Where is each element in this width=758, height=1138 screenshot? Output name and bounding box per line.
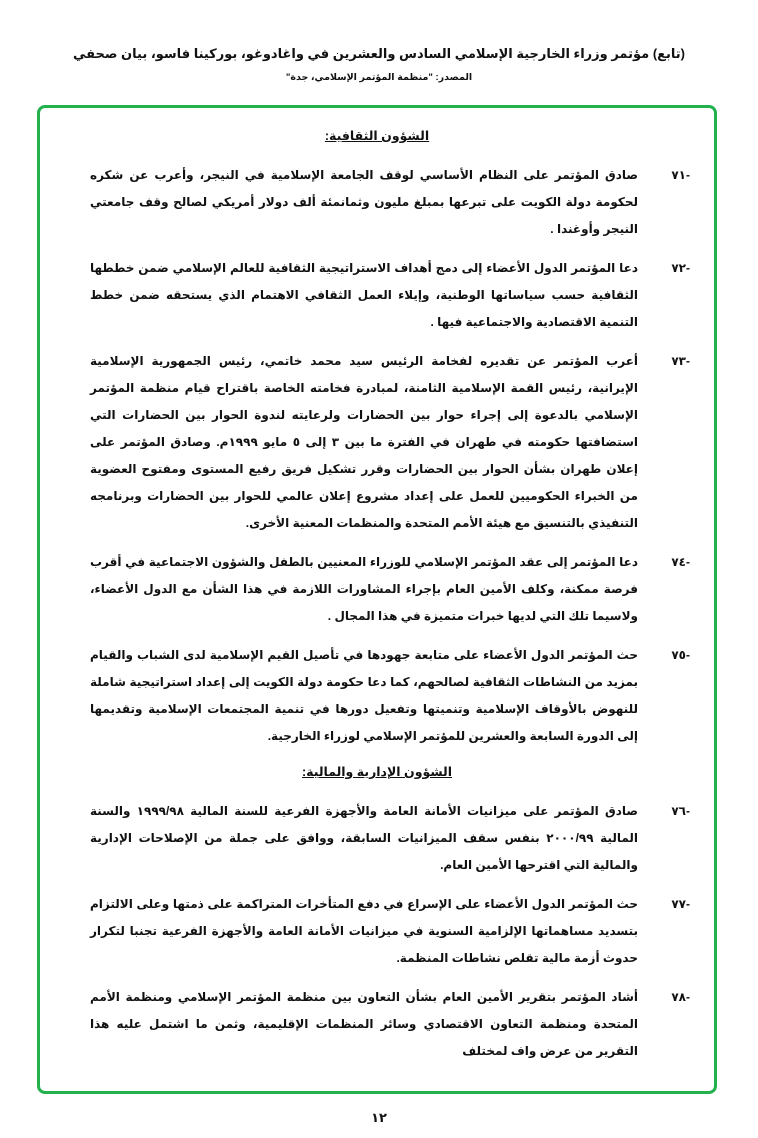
paragraph-number: -٧٢ [671,261,690,275]
paragraph-77 [90,891,690,972]
paragraph-text: حث المؤتمر الدول الأعضاء على متابعة جهودها في تأصيل القيم الإسلامية لدى الشباب والقيام بمزيد من النشاطات الثقافية لصالحهم، كما دعا حكومة دولة الكويت إلى إعداد استراتيجية شاملة للنهوض بالأوقاف الإسلامية وتنميتها وتفعيل دورها في تنمية المجتمعات الإسلامية وتقديمها إلى الدورة السابعة والعشرين للمؤتمر الإسلامي لوزراء الخارجية. [90,648,638,743]
document-source: المصدر: "منظمة المؤتمر الإسلامي، جدة" [285,72,473,83]
paragraph-text: دعا المؤتمر إلى عقد المؤتمر الإسلامي للوزراء المعنيين بالطفل والشؤون الاجتماعية في أقرب فرصة ممكنة، وكلف الأمين العام بإجراء المشاورات اللازمة في هذا الشأن مع الدول الأعضاء، ولاسيما تلك التي لديها خبرات متميزة في هذا المجال . [90,555,638,623]
paragraph-72 [90,255,690,336]
paragraph-text: صادق المؤتمر على النظام الأساسي لوقف الجامعة الإسلامية في النيجر، وأعرب عن شكره لحكومة دولة الكويت على تبرعها بمبلغ مليون وثمانمئة ألف دولار أمريكي لصالح وقف جامعتي النيجر وأوغندا . [90,168,638,236]
section-heading-cultural: الشؤون الثقافية: [324,129,430,143]
paragraph-73 [90,348,690,537]
paragraph-text: أعرب المؤتمر عن تقديره لفخامة الرئيس سيد محمد خاتمي، رئيس الجمهورية الإسلامية الإيرانية، رئيس القمة الإسلامية الثامنة، لمبادرة فخامته الخاصة باقتراح قيام منظمة المؤتمر الإسلامي بالدعوة إلى إجراء حوار بين الحضارات ولرعايته لندوة الحوار بين الحضارات التي استضافتها حكومته في طهران في الفترة ما بين ٣ إلى ٥ مايو ١٩٩٩م. وصادق المؤتمر على إعلان طهران بشأن الحوار بين الحضارات وقرر تشكيل فريق رفيع المستوى ومفتوح العضوية من الخبراء الحكوميين للعمل على إعداد مشروع إعلان عالمي للحوار بين الحضارات وبرنامجه التنفيذي بالتنسيق مع هيئة الأمم المتحدة والمنظمات المعنية الأخرى. [90,354,638,530]
paragraph-number: -٧٦ [671,804,690,818]
paragraph-71 [90,162,690,243]
paragraph-text: أشاد المؤتمر بتقرير الأمين العام بشأن التعاون بين منظمة المؤتمر الإسلامي ومنظمة الأمم المتحدة ومنظمة التعاون الاقتصادي وسائر المنظمات الإقليمية، وثمن ما اشتمل عليه هذا التقرير من عرض واف لمختلف [90,990,638,1058]
section-heading-administrative: الشؤون الإدارية والمالية: [301,765,453,779]
paragraph-number: -٧٣ [671,354,690,368]
paragraph-74 [90,549,690,630]
page-number: ١٢ [371,1110,387,1125]
paragraph-78 [90,984,690,1065]
paragraph-text: صادق المؤتمر على ميزانيات الأمانة العامة والأجهزة الفرعية للسنة المالية ١٩٩٩/٩٨ والسنة المالية ٢٠٠٠/٩٩ بنفس سقف الميزانيات السابقة، ووافق على جملة من الإصلاحات الإدارية والمالية التي اقترحها الأمين العام. [90,804,639,872]
paragraph-75 [90,642,690,750]
paragraph-number: -٧١ [671,168,690,182]
paragraph-number: -٧٨ [671,990,690,1004]
paragraph-number: -٧٤ [671,555,690,569]
paragraph-text: حث المؤتمر الدول الأعضاء على الإسراع في دفع المتأخرات المتراكمة على ذمتها وعلى الالتزام بتسديد مساهماتها الإلزامية السنوية في ميزانيات الأمانة العامة والأجهزة الفرعية تجنبا لتكرار حدوث أزمة مالية تقلص نشاطات المنظمة. [90,897,638,965]
document-title: (تابع) مؤتمر وزراء الخارجية الإسلامي السادس والعشرين في واغادوغو، بوركينا فاسو، بيان صحفي [72,46,685,61]
page-frame [37,105,717,1094]
paragraph-number: -٧٧ [671,897,690,911]
paragraph-76 [90,798,690,879]
paragraph-number: -٧٥ [671,648,690,662]
paragraph-text: دعا المؤتمر الدول الأعضاء إلى دمج أهداف الاستراتيجية الثقافية للعالم الإسلامي ضمن خططها الثقافية حسب سياساتها الوطنية، وإيلاء العمل الثقافي الاهتمام الذي يستحقه ضمن خطط التنمية الاقتصادية والاجتماعية فيها . [90,261,638,329]
